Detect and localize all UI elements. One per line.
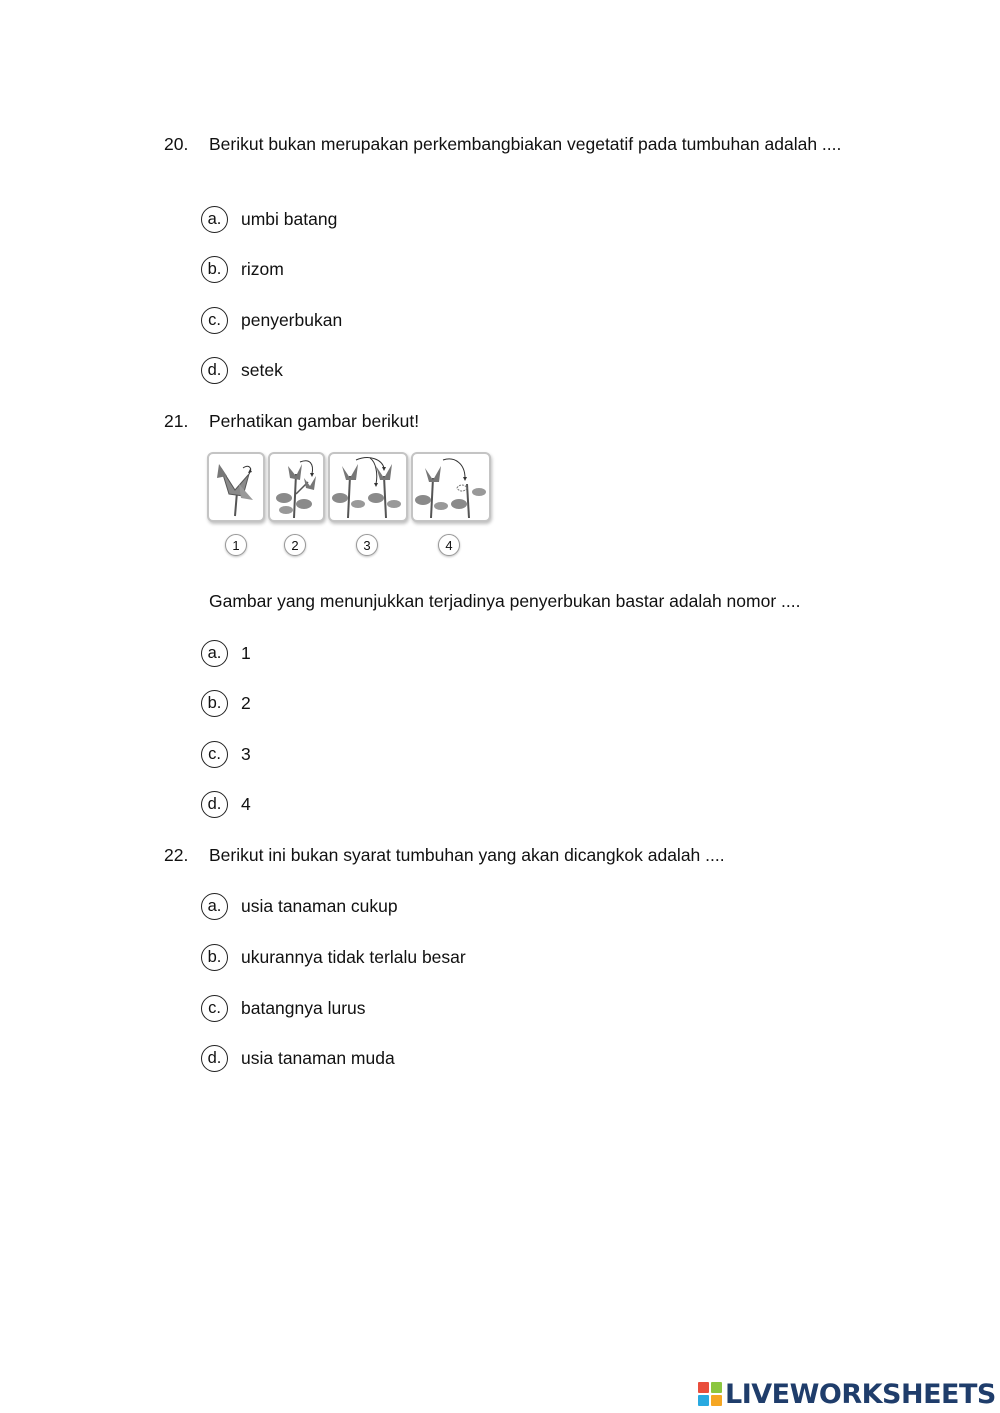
option-letter: a. [201, 893, 228, 920]
option-text: ukurannya tidak terlalu besar [241, 946, 466, 967]
liveworksheets-logo [698, 1379, 996, 1409]
option-22-b[interactable] [201, 942, 466, 972]
question-text: Berikut ini bukan syarat tumbuhan yang akan dicangkok adalah .... [209, 845, 725, 865]
option-text: umbi batang [241, 208, 338, 229]
option-letter: a. [201, 206, 228, 233]
question-text: Berikut bukan merupakan perkembangbiakan vegetatif pada tumbuhan adalah .... [209, 134, 842, 154]
option-20-a[interactable] [201, 204, 337, 234]
option-20-d[interactable] [201, 355, 283, 385]
option-letter: b. [201, 944, 228, 971]
figure-label-3: 3 [356, 534, 378, 556]
logo-text: LIVEWORKSHEETS [725, 1378, 996, 1410]
option-21-d[interactable] [201, 789, 251, 819]
question-number: 22. [164, 845, 189, 865]
option-21-a[interactable] [201, 638, 251, 668]
option-text: setek [241, 359, 283, 380]
option-text: usia tanaman cukup [241, 895, 398, 916]
option-22-d[interactable] [201, 1043, 395, 1073]
question-subtext: Gambar yang menunjukkan terjadinya penyerbukan bastar adalah nomor .... [209, 591, 801, 611]
question-number: 21. [164, 411, 189, 431]
option-22-c[interactable] [201, 993, 366, 1023]
option-letter: d. [201, 357, 228, 384]
option-20-c[interactable] [201, 305, 342, 335]
option-letter: c. [201, 995, 228, 1022]
option-21-c[interactable] [201, 739, 251, 769]
logo-mark-icon [698, 1382, 722, 1406]
flower-illustration [270, 454, 323, 520]
option-letter: d. [201, 791, 228, 818]
option-letter: d. [201, 1045, 228, 1072]
option-text: 2 [241, 692, 251, 713]
question-number: 20. [164, 134, 189, 154]
option-text: 3 [241, 743, 251, 764]
figure-label-4: 4 [438, 534, 460, 556]
option-20-b[interactable] [201, 254, 284, 284]
option-text: 4 [241, 793, 251, 814]
option-21-b[interactable] [201, 688, 251, 718]
question-text: Perhatikan gambar berikut! [209, 411, 420, 431]
option-letter: a. [201, 640, 228, 667]
flower-illustration [209, 454, 263, 520]
figure-panel-2 [268, 452, 325, 522]
option-text: usia tanaman muda [241, 1047, 395, 1068]
figure-panel-1 [207, 452, 265, 522]
pollination-figure [207, 452, 497, 562]
option-letter: b. [201, 690, 228, 717]
option-text: batangnya lurus [241, 997, 366, 1018]
option-text: rizom [241, 258, 284, 279]
figure-label-1: 1 [225, 534, 247, 556]
figure-panel-3 [328, 452, 408, 522]
option-letter: c. [201, 307, 228, 334]
flower-illustration [330, 454, 406, 520]
option-text: 1 [241, 642, 251, 663]
option-22-a[interactable] [201, 891, 398, 921]
option-letter: c. [201, 741, 228, 768]
flower-illustration [413, 454, 489, 520]
option-text: penyerbukan [241, 309, 343, 330]
figure-panel-4 [411, 452, 491, 522]
figure-label-2: 2 [284, 534, 306, 556]
option-letter: b. [201, 256, 228, 283]
